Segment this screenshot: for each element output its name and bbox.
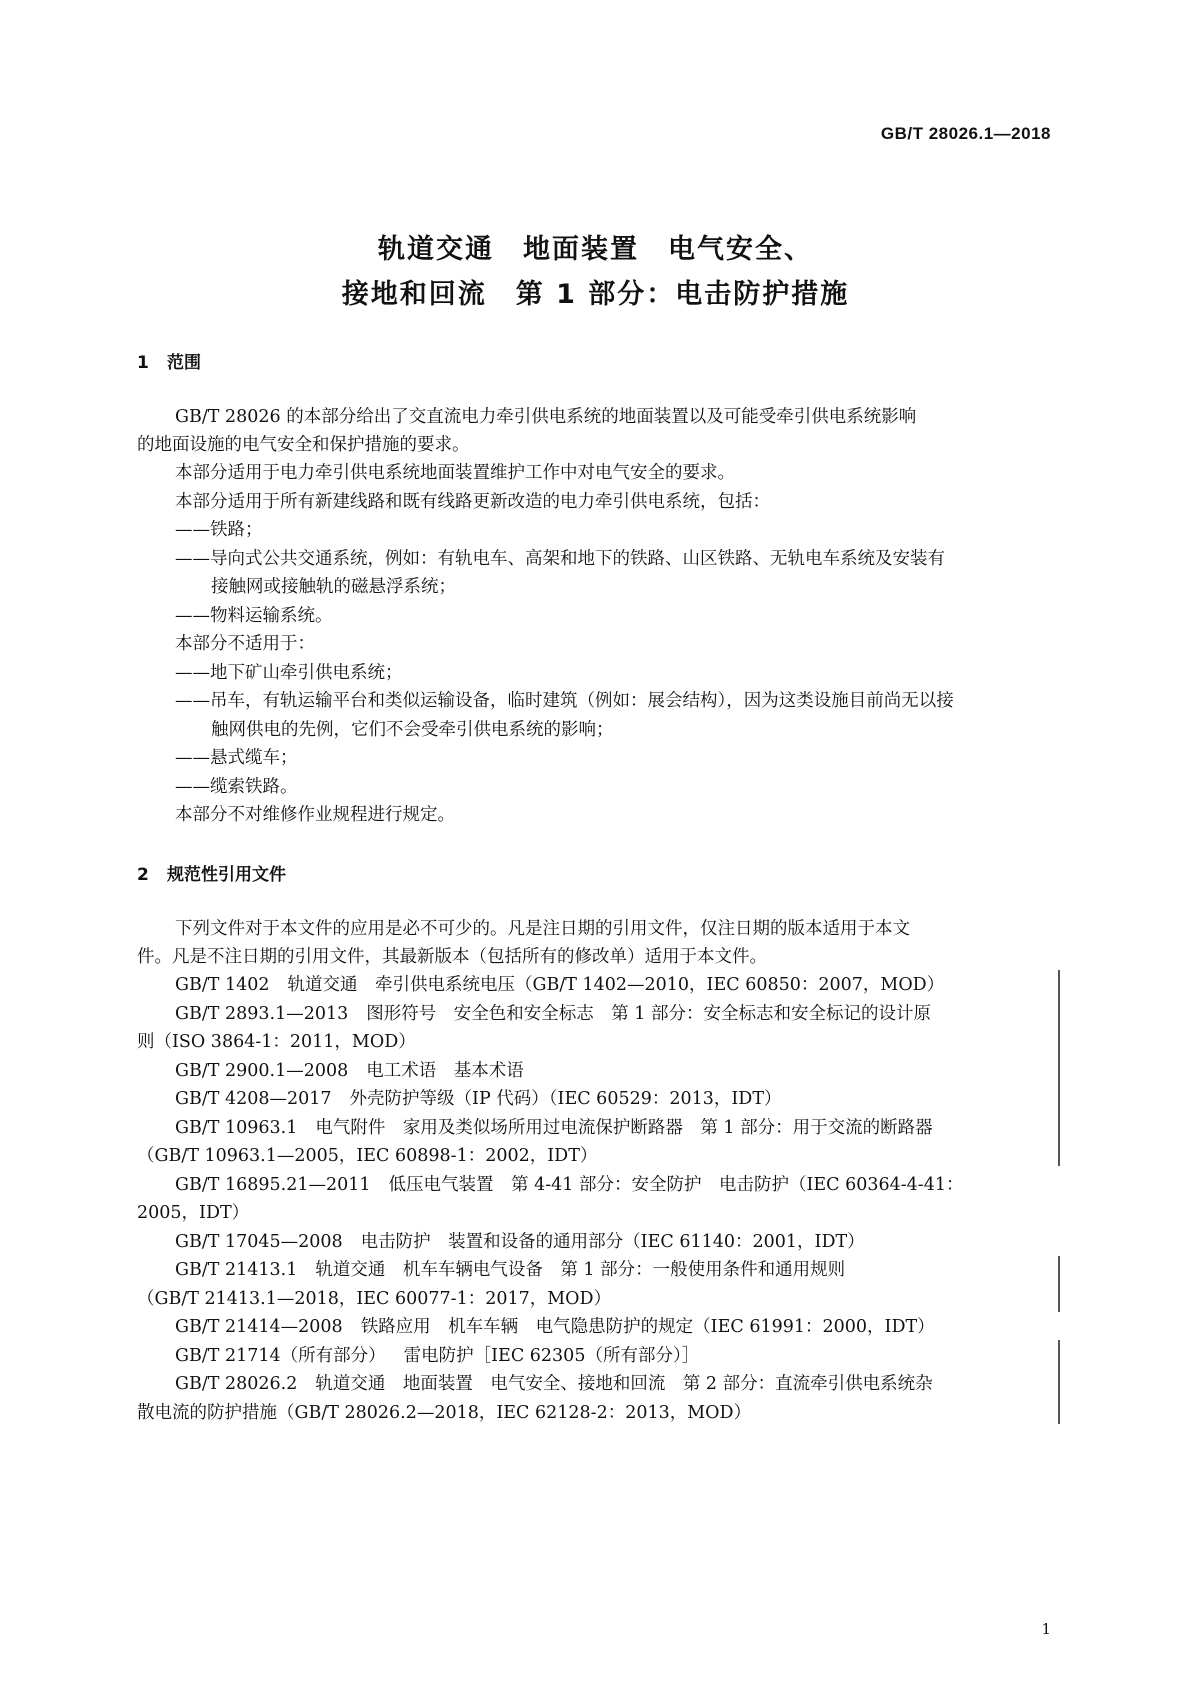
reference-entry [175,970,1050,1000]
paragraph-line: 本部分适用于电力牵引供电系统地面装置维护工作中对电气安全的要求。 [175,463,735,483]
reference-entry [175,1113,1050,1143]
list-item-continuation: 接触网或接触轨的磁悬浮系统； [211,577,456,597]
section-2-heading [137,860,286,885]
list-item: ——地下矿山牵引供电系统； [175,663,403,683]
list-item: ——悬式缆车； [175,748,298,768]
reference-continuation: 则（ISO 3864-1：2011，MOD） [137,1032,416,1052]
reference-code: GB/T 1402 [175,975,270,995]
standard-code: GB/T 28026.1—2018 [880,124,1051,143]
section-1-heading [137,348,201,373]
reference-title: 电工术语 基本术语 [366,1061,524,1081]
reference-title: 轨道交通 地面装置 电气安全、接地和回流 第 2 部分：直流牵引供电系统杂 [315,1374,933,1394]
reference-code: GB/T 21714（所有部分） [175,1346,386,1366]
list-item-continuation: 触网供电的先例，它们不会受牵引供电系统的影响； [211,720,614,740]
section-title: 规范性引用文件 [167,865,286,885]
reference-title: 轨道交通 机车车辆电气设备 第 1 部分：一般使用条件和通用规则 [315,1260,846,1280]
reference-entry [175,1084,1050,1114]
reference-continuation: 散电流的防护措施（GB/T 28026.2—2018，IEC 62128-2：2013，MOD） [137,1403,752,1423]
reference-entry [175,1227,1050,1257]
reference-title: 雷电防护［IEC 62305（所有部分）］ [403,1346,700,1366]
list-item: ——导向式公共交通系统，例如：有轨电车、高架和地下的铁路、山区铁路、无轨电车系统及安装有 [175,549,945,569]
reference-title: 低压电气装置 第 4-41 部分：安全防护 电击防护（IEC 60364-4-41： [388,1175,964,1195]
section-number: 2 [137,865,149,885]
reference-code: GB/T 16895.21—2011 [175,1175,371,1195]
reference-entry [175,1170,1050,1200]
revision-change-bar [1058,1340,1060,1424]
paragraph-line: 本部分适用于所有新建线路和既有线路更新改造的电力牵引供电系统，包括： [175,492,770,512]
reference-code: GB/T 2900.1—2008 [175,1061,349,1081]
paragraph-line: 件。凡是不注日期的引用文件，其最新版本（包括所有的修改单）适用于本文件。 [137,947,767,967]
document-title-line-1: 轨道交通 地面装置 电气安全、 [378,234,813,265]
reference-code: GB/T 21413.1 [175,1260,298,1280]
reference-title: 轨道交通 牵引供电系统电压（GB/T 1402—2010，IEC 60850：2007，MOD） [287,975,945,995]
reference-code: GB/T 10963.1 [175,1118,298,1138]
reference-code: GB/T 21414—2008 [175,1317,343,1337]
reference-entry [175,1255,1050,1285]
reference-title: 外壳防护等级（IP 代码）（IEC 60529：2013，IDT） [349,1089,782,1109]
reference-entry [175,1341,1050,1371]
revision-change-bar [1058,970,1060,1166]
reference-continuation: （GB/T 10963.1—2005，IEC 60898-1：2002，IDT） [137,1146,598,1166]
reference-entry [175,999,1050,1029]
reference-entry [175,1369,1050,1399]
reference-title: 图形符号 安全色和安全标志 第 1 部分：安全标志和安全标记的设计原 [366,1004,932,1024]
list-item: ——缆索铁路。 [175,777,298,797]
reference-entry [175,1312,1050,1342]
reference-continuation: （GB/T 21413.1—2018，IEC 60077-1：2017，MOD） [137,1289,612,1309]
reference-entry [175,1056,1050,1086]
reference-code: GB/T 4208—2017 [175,1089,332,1109]
list-item: ——物料运输系统。 [175,606,333,626]
paragraph-line: 的地面设施的电气安全和保护措施的要求。 [137,435,470,455]
document-title-line-2: 接地和回流 第 1 部分：电击防护措施 [341,279,850,310]
paragraph-line: GB/T 28026 的本部分给出了交直流电力牵引供电系统的地面装置以及可能受牵引供电系统影响 [175,407,917,427]
reference-title: 电击防护 装置和设备的通用部分（IEC 61140：2001，IDT） [360,1232,865,1252]
section-number: 1 [137,353,149,373]
reference-code: GB/T 28026.2 [175,1374,298,1394]
revision-change-bar [1058,1256,1060,1312]
reference-title: 电气附件 家用及类似场所用过电流保护断路器 第 1 部分：用于交流的断路器 [315,1118,933,1138]
reference-code: GB/T 2893.1—2013 [175,1004,349,1024]
reference-code: GB/T 17045—2008 [175,1232,343,1252]
list-item: ——吊车，有轨运输平台和类似运输设备，临时建筑（例如：展会结构），因为这类设施目前尚无以接 [175,691,954,711]
page-number: 1 [1041,1620,1051,1638]
reference-title: 铁路应用 机车车辆 电气隐患防护的规定（IEC 61991：2000，IDT） [360,1317,935,1337]
paragraph-line: 下列文件对于本文件的应用是必不可少的。凡是注日期的引用文件，仅注日期的版本适用于本文 [175,919,910,939]
reference-continuation: 2005，IDT） [137,1203,250,1223]
paragraph-line: 本部分不对维修作业规程进行规定。 [175,805,455,825]
section-title: 范围 [167,353,201,373]
list-item: ——铁路； [175,520,263,540]
paragraph-line: 本部分不适用于： [175,634,315,654]
